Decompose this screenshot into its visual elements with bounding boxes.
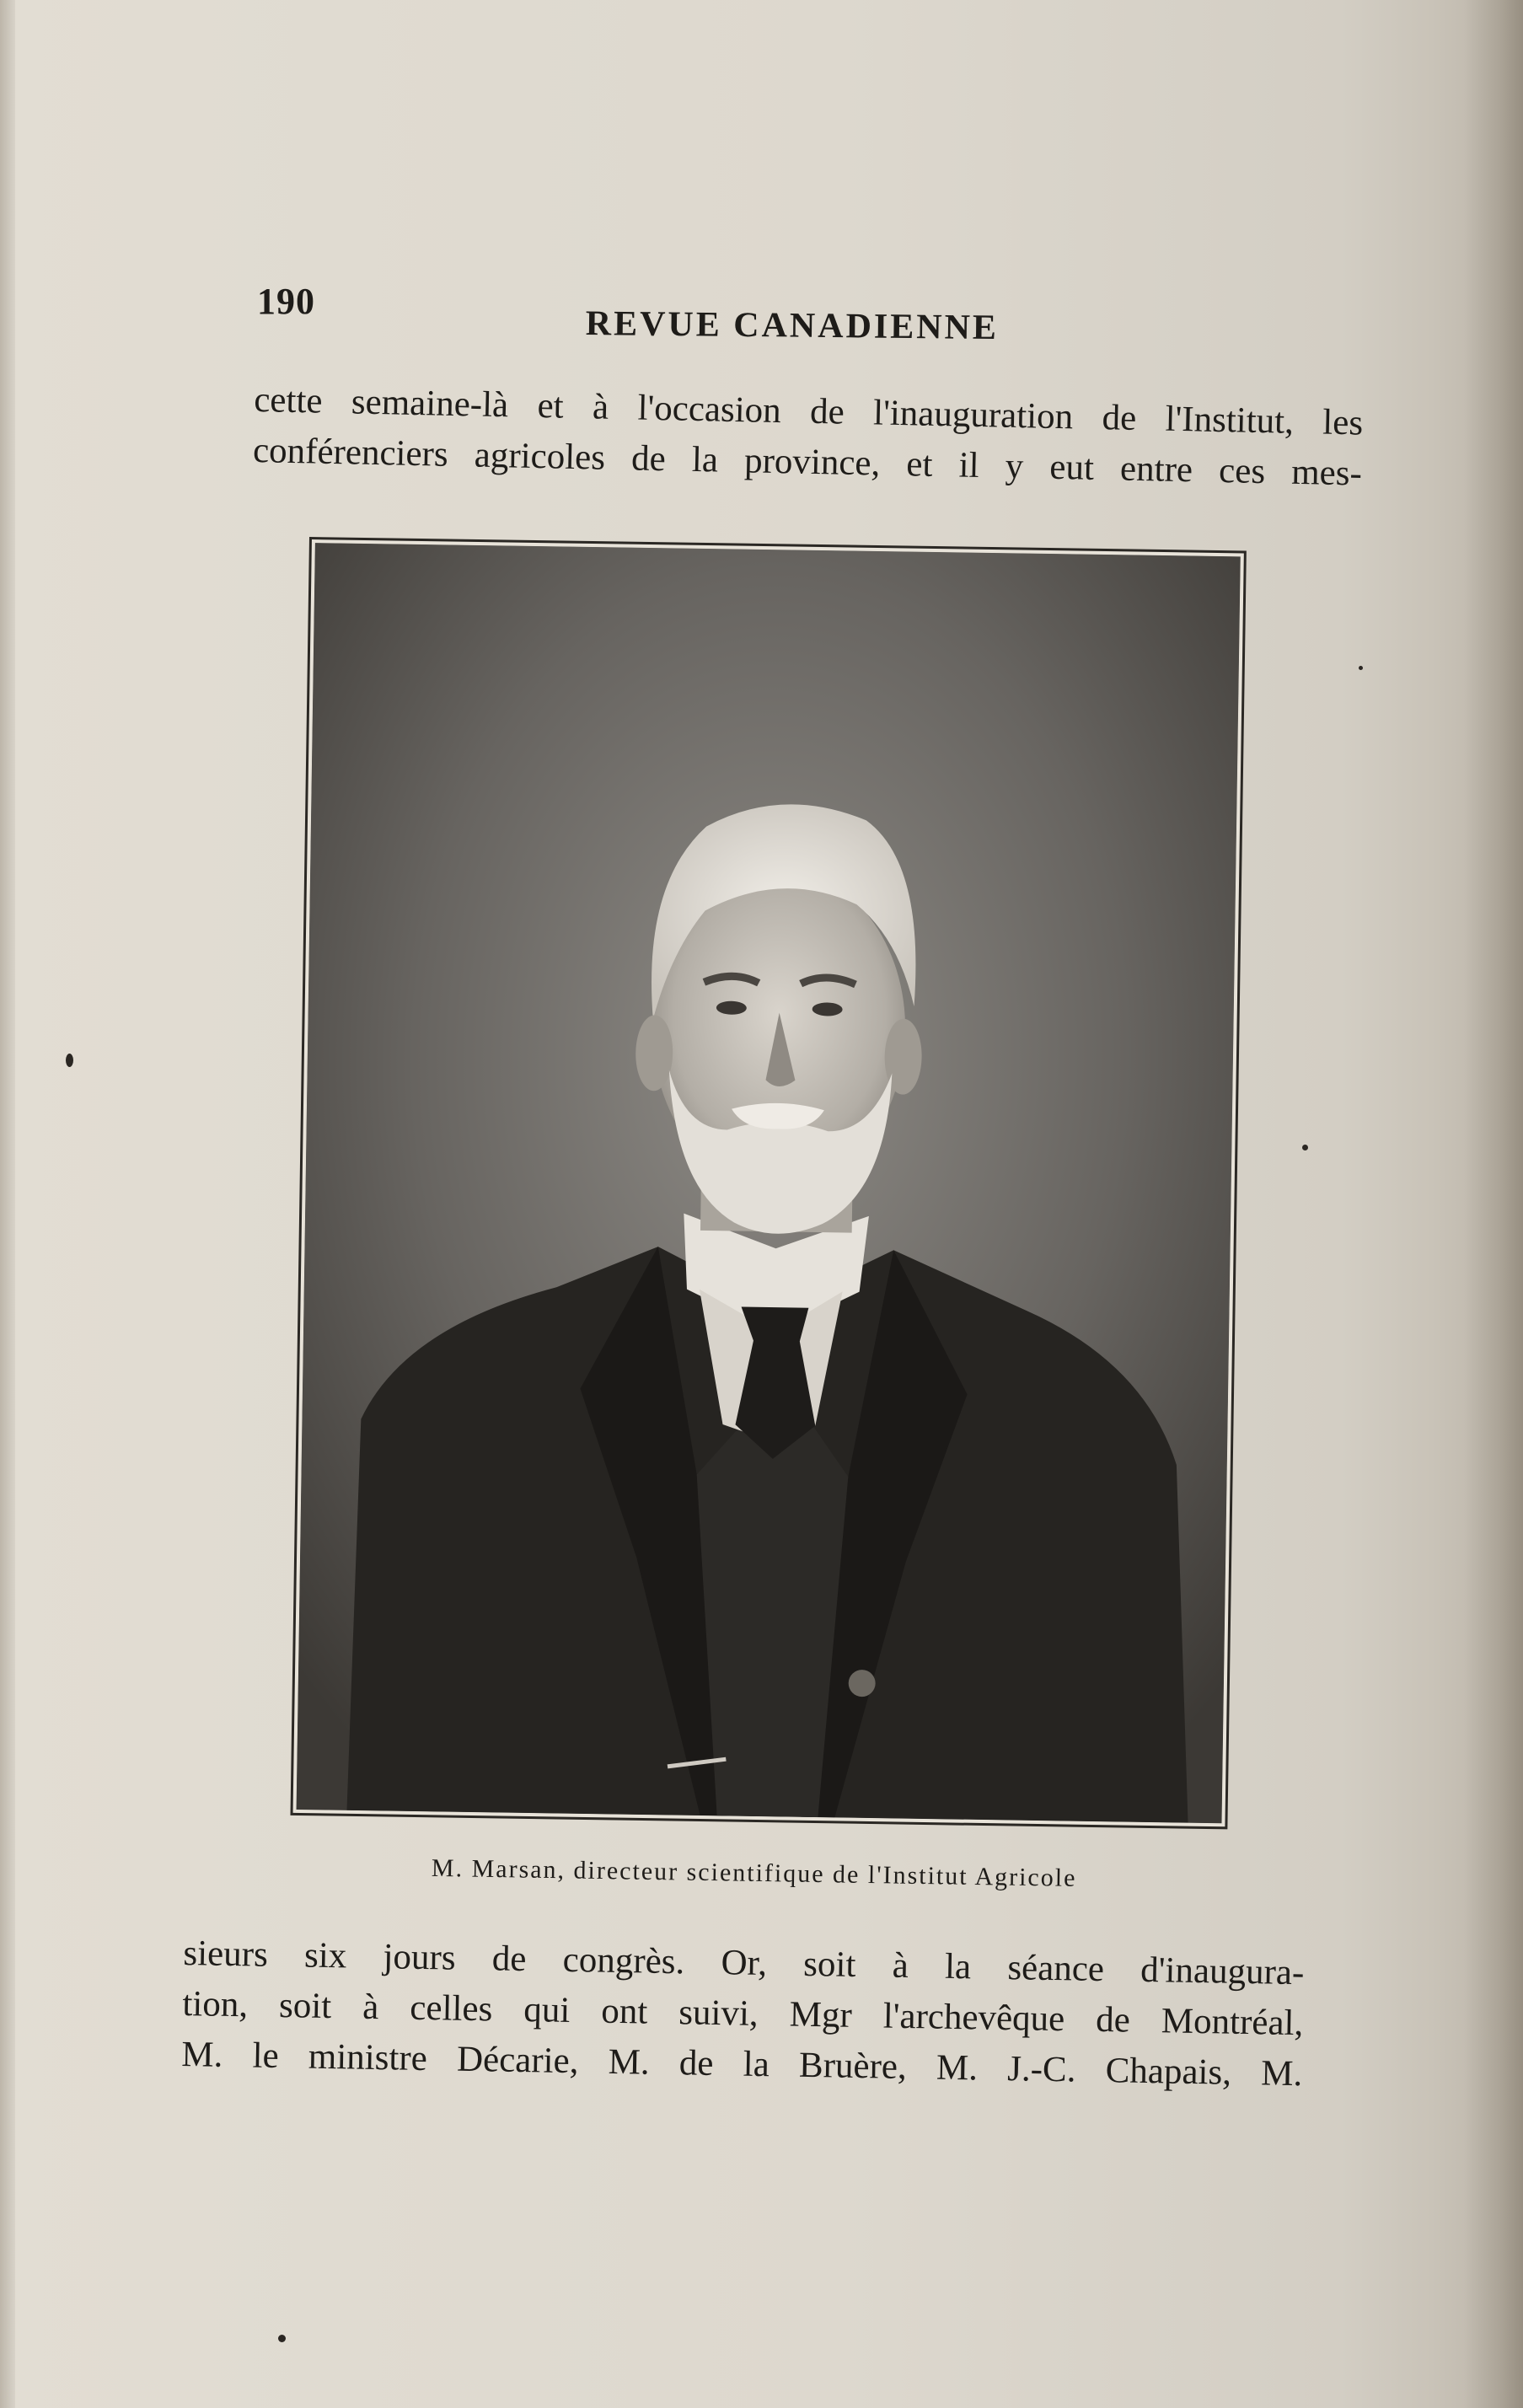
bottom-paragraph: [181, 1928, 1305, 2100]
paper-speck: [1302, 1145, 1308, 1150]
binding-shadow: [0, 0, 15, 2408]
text-line: sieurs six jours de congrès. Or, soit à la séance d'inaugura-: [183, 1933, 1305, 1993]
text-line: conférenciers agricoles de la province, et il y eut entre ces mes-: [252, 430, 1363, 494]
text-line: M. le ministre Décarie, M. de la Bruère, M. J.-C. Chapais, M.: [180, 2034, 1303, 2094]
paper-speck: [1359, 666, 1363, 670]
top-paragraph: [252, 375, 1363, 500]
text-line: tion, soit à celles qui ont suivi, Mgr l'archevêque de Montréal,: [182, 1983, 1304, 2044]
portrait-figure: [290, 537, 1246, 1829]
paper-speck: [278, 2335, 286, 2342]
page-number: 190: [257, 281, 315, 322]
page-edge-shadow: [1464, 0, 1523, 2408]
portrait-illustration: [297, 543, 1241, 1823]
portrait-photo: [297, 543, 1241, 1823]
paper-speck: [66, 1054, 73, 1067]
text-line: cette semaine-là et à l'occasion de l'inauguration de l'Institut, les: [253, 379, 1364, 443]
running-head: REVUE CANADIENNE: [585, 303, 1000, 348]
figure-caption: M. Marsan, directeur scientifique de l'Institut Agricole: [431, 1853, 1077, 1892]
